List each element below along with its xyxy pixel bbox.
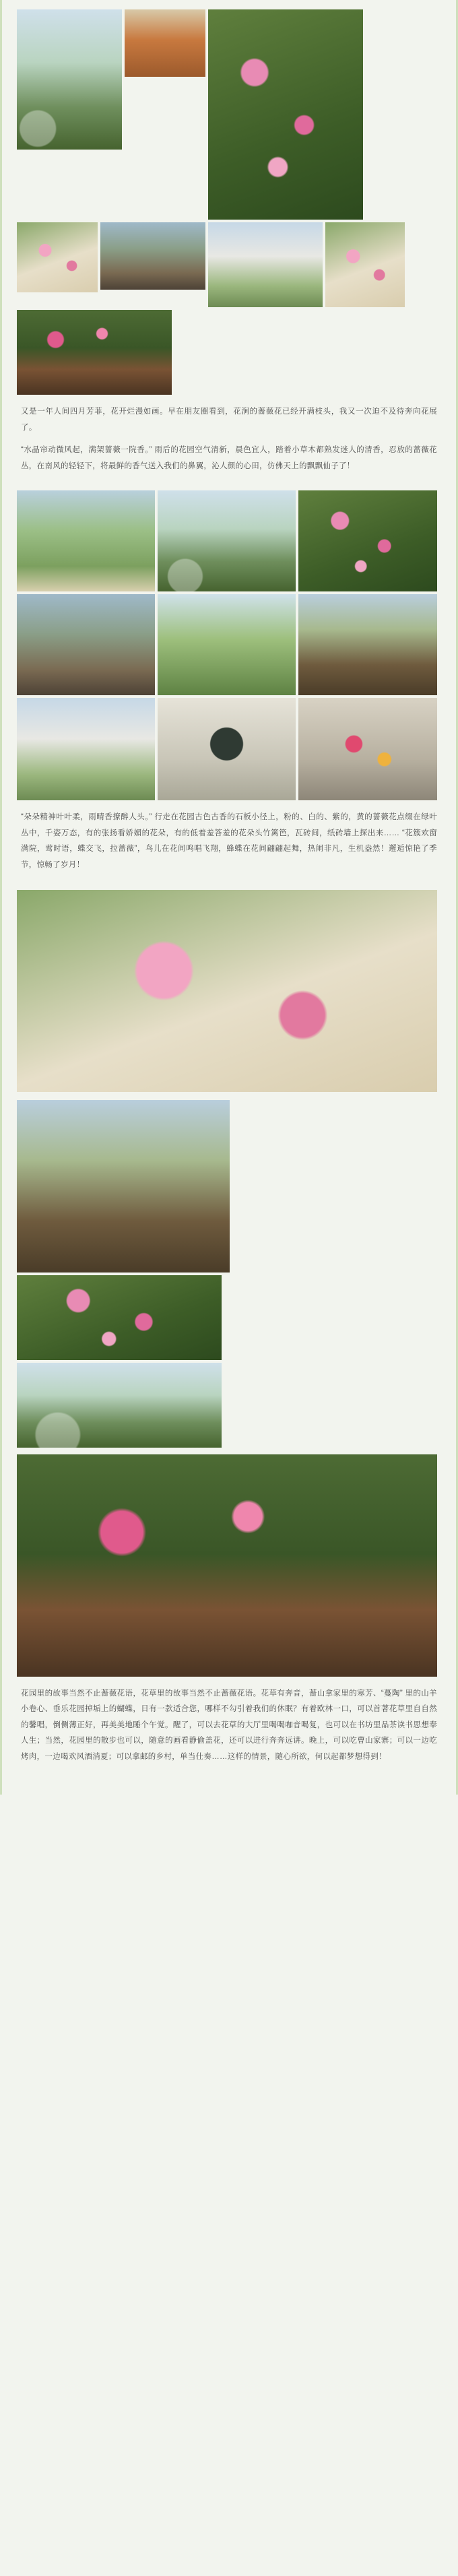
image-green-lawn-path: [158, 594, 296, 695]
photo-pink-rose-closeup[interactable]: [17, 1275, 222, 1360]
photo-red-rose-bush[interactable]: [298, 490, 437, 591]
photo-rose-shrub-lawn[interactable]: [17, 1363, 222, 1448]
caption-1-p2: “水晶帘动微风起，满架蔷薇一院香。” 雨后的花园空气清新，晨色宜人，踏着小草木都熟发迷人的清香，忍放的蔷薇花丛，在南风的轻轻下，将最鲜的香气送入我们的鼻翼，沁人颜的心田，仿佛天上的飘飘仙子了！: [21, 446, 437, 470]
image-pink-rose-closeup: [17, 1275, 222, 1360]
caption-2-p1: “朵朵精神叶叶柔，雨晴香撩醉人头。” 行走在花园古色古香的石板小径上，粉的、白的、紫的，黄的蔷薇花点缀在绿叶丛中，千姿万态，有的张扬看娇媚的花朵，有的低着羞答羞的花朵头竹篱笆，瓦砖间，纸砖墙上探出来…… “花簇欢窗满院，莺时语，蝶交飞，拉蔷薇”，鸟儿在花间鸣唱飞翔，蜂蝶在花间翩翩起舞，热闹非凡，生机盎然！邂逅惊艳了季节，惊畅了岁月！: [21, 813, 437, 869]
image-wooden-arbor: [298, 594, 437, 695]
caption-3-p1: 花园里的故事当然不止蔷薇花语，花草里的故事当然不止蔷薇花语。花草有奔音，蔷山拿家里的寒芳、“蔓陶” 里的山羊小卷心、垂乐花园掉垢上的蝴蝶，日有一款适合您，哪样不勾引着我们的休眠？有着欧林一口，可以首著花草里自自然的馨唱，倒侧薄正好，再美美地睡个午觉。醒了，可以去花草的大厅里喝喝咖音喝复，也可以在书坊里品茶读书思想奉人生；当然，花园里的散步也可以，随意的画看静偷盖花，还可以进行奔奔远讲。晚上，可以吃曹山家寨；可以一边吃烤肉，一边喝欢风酒消夏；可以拿邮的乡村，单当仕奏……这样的情景，随心所欲，何以起都梦想得到！: [21, 1689, 437, 1761]
caption-block-1: [17, 395, 441, 490]
image-rose-shrub-lawn: [17, 1363, 222, 1448]
image-pink-climbing-roses: [208, 9, 363, 220]
photo-stone-wall-pink-roses[interactable]: [17, 1454, 437, 1677]
photo-stack-right: [17, 1275, 222, 1448]
grid-col-gap: [232, 1100, 235, 1101]
image-thatched-hut-garden: [17, 1100, 230, 1273]
grid-row-gap: [17, 1095, 441, 1097]
photo-pink-climbing-roses[interactable]: [208, 9, 363, 220]
photo-wooden-arbor[interactable]: [298, 594, 437, 695]
image-rose-trellis-fence: [17, 310, 172, 395]
photo-sun-hat-on-bench[interactable]: [158, 698, 296, 800]
photo-round-window-rose-wall[interactable]: [17, 890, 437, 1092]
image-white-fence-garden: [17, 9, 122, 150]
photo-grid-1: [17, 9, 441, 395]
photo-stone-waterside-garden[interactable]: [100, 222, 205, 290]
section-spacer: [17, 1448, 441, 1454]
image-villa-garden-view: [17, 698, 155, 800]
photo-green-lawn-path[interactable]: [158, 594, 296, 695]
photo-grid-4: [17, 1454, 441, 1677]
image-garden-path-with-roses: [17, 490, 155, 591]
photo-flower-pots-display[interactable]: [298, 698, 437, 800]
image-red-rose-bush: [298, 490, 437, 591]
image-stone-waterside-garden: [100, 222, 205, 290]
image-round-window-rose-wall: [17, 890, 437, 1092]
image-purple-flower-border: [325, 222, 405, 307]
photo-purple-flower-border[interactable]: [325, 222, 405, 307]
photo-stone-steps-garden[interactable]: [17, 594, 155, 695]
photo-orange-wall-roses[interactable]: [125, 9, 205, 77]
photo-grid-3: [17, 890, 441, 1448]
caption-block-3: [17, 1677, 441, 1782]
image-orange-wall-roses: [125, 9, 205, 77]
caption-block-2: [17, 800, 441, 889]
caption-1-p1: 又是一年人间四月芳菲，花开烂漫如画。早在朋友圈看到，花涧的蔷薇花已经开满枝头，我又一次迫不及待奔向花展了。: [21, 408, 437, 432]
image-stone-steps-garden: [17, 594, 155, 695]
photo-grid-2: [17, 490, 441, 800]
photo-rose-trellis-fence[interactable]: [17, 310, 172, 395]
photo-rose-wall-2[interactable]: [17, 222, 98, 292]
image-white-house-lawn: [208, 222, 323, 307]
photo-thatched-hut-garden[interactable]: [17, 1100, 230, 1273]
photo-white-fence-garden[interactable]: [17, 9, 122, 150]
image-flower-pots-display: [298, 698, 437, 800]
photo-white-fence-flowers[interactable]: [158, 490, 296, 591]
image-white-fence-flowers: [158, 490, 296, 591]
photo-villa-garden-view[interactable]: [17, 698, 155, 800]
photo-garden-path-with-roses[interactable]: [17, 490, 155, 591]
image-rose-wall-2: [17, 222, 98, 292]
image-sun-hat-on-bench: [158, 698, 296, 800]
photo-white-house-lawn[interactable]: [208, 222, 323, 307]
image-stone-wall-pink-roses: [17, 1454, 437, 1677]
